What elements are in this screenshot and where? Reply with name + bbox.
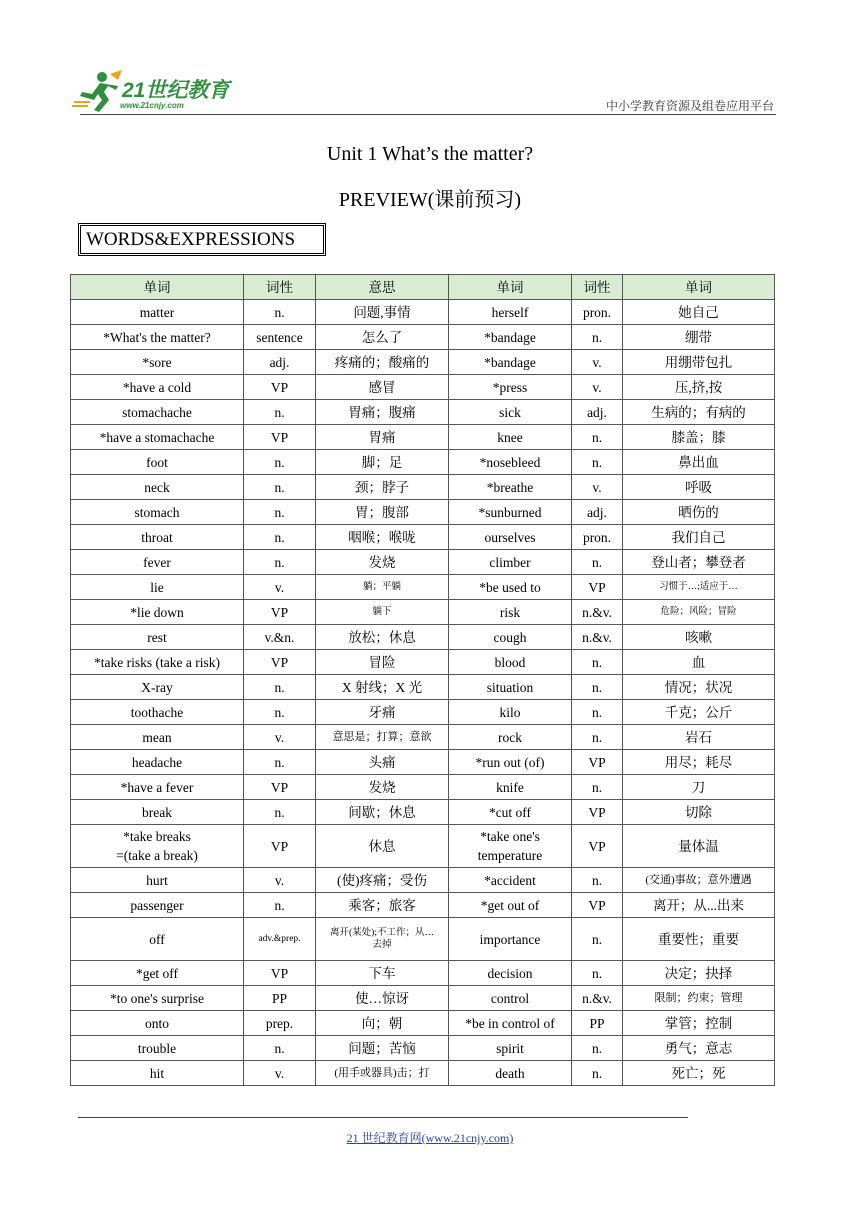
table-cell: PP	[572, 1011, 623, 1036]
table-cell: n.	[244, 750, 316, 775]
table-cell: VP	[244, 825, 316, 868]
table-cell: *have a cold	[71, 375, 244, 400]
table-cell: *be used to	[449, 575, 572, 600]
table-row	[71, 400, 775, 425]
table-cell: n.	[244, 500, 316, 525]
table-body	[71, 300, 775, 1086]
table-cell: 咳嗽	[623, 625, 775, 650]
table-cell: 量体温	[623, 825, 775, 868]
table-cell: 我们自己	[623, 525, 775, 550]
table-cell: n.&v.	[572, 600, 623, 625]
table-cell: 问题,事情	[316, 300, 449, 325]
table-cell: 休息	[316, 825, 449, 868]
table-row	[71, 725, 775, 750]
table-cell: 感冒	[316, 375, 449, 400]
table-cell: trouble	[71, 1036, 244, 1061]
table-cell: *be in control of	[449, 1011, 572, 1036]
table-cell: 岩石	[623, 725, 775, 750]
table-row	[71, 868, 775, 893]
table-cell: n.	[572, 675, 623, 700]
table-cell: sentence	[244, 325, 316, 350]
table-cell: adv.&prep.	[244, 918, 316, 961]
table-cell: situation	[449, 675, 572, 700]
logo-url: www.21cnjy.com	[120, 101, 184, 110]
table-cell: *run out (of)	[449, 750, 572, 775]
page-subtitle: PREVIEW(课前预习)	[338, 189, 522, 211]
table-cell: 压,挤,按	[623, 375, 775, 400]
table-cell: 颈；脖子	[316, 475, 449, 500]
table-cell: *get out of	[449, 893, 572, 918]
table-cell: 她自己	[623, 300, 775, 325]
table-cell: n.	[572, 1061, 623, 1086]
table-cell: 呼吸	[623, 475, 775, 500]
table-cell: VP	[244, 600, 316, 625]
table-cell: 离开(某处);不工作；从… 去掉	[316, 918, 449, 961]
table-row	[71, 300, 775, 325]
table-cell: VP	[244, 775, 316, 800]
table-row	[71, 350, 775, 375]
table-cell: VP	[244, 375, 316, 400]
table-cell: 情况；状况	[623, 675, 775, 700]
table-cell: throat	[71, 525, 244, 550]
table-cell: n.	[572, 918, 623, 961]
section-heading: WORDS&EXPRESSIONS	[78, 223, 326, 256]
site-logo	[72, 68, 242, 116]
column-header: 单词	[449, 275, 572, 300]
table-cell: *bandage	[449, 350, 572, 375]
table-cell: stomach	[71, 500, 244, 525]
table-cell: 问题；苦恼	[316, 1036, 449, 1061]
table-header-row	[71, 275, 775, 300]
table-cell: 掌管；控制	[623, 1011, 775, 1036]
table-cell: v.	[244, 868, 316, 893]
table-row	[71, 893, 775, 918]
table-cell: n.&v.	[572, 986, 623, 1011]
table-cell: 咽喉；喉咙	[316, 525, 449, 550]
table-cell: 发烧	[316, 550, 449, 575]
table-cell: *breathe	[449, 475, 572, 500]
table-cell: VP	[572, 750, 623, 775]
table-cell: sick	[449, 400, 572, 425]
table-cell: n.	[572, 775, 623, 800]
table-cell: VP	[244, 961, 316, 986]
column-header: 单词	[71, 275, 244, 300]
table-cell: knife	[449, 775, 572, 800]
footer-link[interactable]: 21 世纪教育网(www.21cnjy.com)	[346, 1131, 514, 1145]
table-cell: 鼻出血	[623, 450, 775, 475]
table-cell: 限制；约束；管理	[623, 986, 775, 1011]
table-cell: *lie down	[71, 600, 244, 625]
table-cell: v.	[572, 375, 623, 400]
table-cell: break	[71, 800, 244, 825]
table-cell: 用尽；耗尽	[623, 750, 775, 775]
table-cell: 死亡；死	[623, 1061, 775, 1086]
table-cell: n.&v.	[572, 625, 623, 650]
table-row	[71, 700, 775, 725]
logo-text: 21世纪教育	[122, 79, 230, 102]
table-cell: n.	[572, 868, 623, 893]
column-header: 意思	[316, 275, 449, 300]
table-cell: climber	[449, 550, 572, 575]
table-cell: knee	[449, 425, 572, 450]
table-cell: 用绷带包扎	[623, 350, 775, 375]
table-cell: 绷带	[623, 325, 775, 350]
column-header: 词性	[244, 275, 316, 300]
table-cell: *have a fever	[71, 775, 244, 800]
table-cell: foot	[71, 450, 244, 475]
table-row	[71, 600, 775, 625]
table-cell: 下车	[316, 961, 449, 986]
table-cell: headache	[71, 750, 244, 775]
table-row	[71, 986, 775, 1011]
table-cell: *press	[449, 375, 572, 400]
table-cell: VP	[572, 575, 623, 600]
table-cell: off	[71, 918, 244, 961]
table-cell: n.	[572, 450, 623, 475]
table-cell: 晒伤的	[623, 500, 775, 525]
page-title: Unit 1 What’s the matter?	[326, 143, 534, 165]
table-cell: lie	[71, 575, 244, 600]
table-cell: rock	[449, 725, 572, 750]
table-cell: 间歇；休息	[316, 800, 449, 825]
table-cell: 危险；风险；冒险	[623, 600, 775, 625]
table-row	[71, 1011, 775, 1036]
table-cell: 乘客；旅客	[316, 893, 449, 918]
table-row	[71, 918, 775, 961]
table-cell: 勇气；意志	[623, 1036, 775, 1061]
table-cell: *take breaks =(take a break)	[71, 825, 244, 868]
table-row	[71, 425, 775, 450]
table-cell: *nosebleed	[449, 450, 572, 475]
table-cell: 胃；腹部	[316, 500, 449, 525]
table-cell: n.	[572, 425, 623, 450]
table-cell: n.	[244, 450, 316, 475]
runner-icon	[72, 70, 124, 114]
table-cell: adj.	[244, 350, 316, 375]
table-cell: n.	[244, 893, 316, 918]
table-cell: VP	[572, 893, 623, 918]
table-cell: X 射线；X 光	[316, 675, 449, 700]
table-cell: n.	[244, 525, 316, 550]
table-row	[71, 775, 775, 800]
table-cell: toothache	[71, 700, 244, 725]
table-cell: importance	[449, 918, 572, 961]
table-cell: 意思是；打算；意欲	[316, 725, 449, 750]
table-cell: VP	[572, 825, 623, 868]
table-cell: 胃痛；腹痛	[316, 400, 449, 425]
table-cell: *take risks (take a risk)	[71, 650, 244, 675]
table-cell: v.	[572, 350, 623, 375]
table-cell: v.	[244, 725, 316, 750]
table-cell: 千克；公斤	[623, 700, 775, 725]
table-cell: n.	[572, 725, 623, 750]
table-row	[71, 825, 775, 868]
table-cell: PP	[244, 986, 316, 1011]
table-cell: 血	[623, 650, 775, 675]
vocabulary-table	[70, 274, 775, 1086]
table-row	[71, 1061, 775, 1086]
footer-divider	[78, 1117, 688, 1118]
table-cell: 躺下	[316, 600, 449, 625]
table-cell: prep.	[244, 1011, 316, 1036]
table-cell: VP	[572, 800, 623, 825]
table-cell: n.	[244, 1036, 316, 1061]
table-cell: (使)疼痛；受伤	[316, 868, 449, 893]
table-cell: v.	[244, 1061, 316, 1086]
table-cell: cough	[449, 625, 572, 650]
table-cell: *take one's temperature	[449, 825, 572, 868]
table-cell: 膝盖；膝	[623, 425, 775, 450]
table-cell: 决定；抉择	[623, 961, 775, 986]
table-cell: X-ray	[71, 675, 244, 700]
table-cell: pron.	[572, 525, 623, 550]
table-cell: blood	[449, 650, 572, 675]
table-row	[71, 375, 775, 400]
table-cell: 使…惊讶	[316, 986, 449, 1011]
table-cell: death	[449, 1061, 572, 1086]
table-cell: decision	[449, 961, 572, 986]
table-cell: risk	[449, 600, 572, 625]
table-cell: mean	[71, 725, 244, 750]
platform-name: 中小学教育资源及组卷应用平台	[605, 99, 774, 113]
table-cell: n.	[572, 650, 623, 675]
table-row	[71, 500, 775, 525]
table-row	[71, 800, 775, 825]
table-cell: n.	[244, 700, 316, 725]
table-cell: stomachache	[71, 400, 244, 425]
table-cell: pron.	[572, 300, 623, 325]
table-cell: n.	[572, 325, 623, 350]
table-cell: 切除	[623, 800, 775, 825]
table-cell: control	[449, 986, 572, 1011]
table-cell: 重要性；重要	[623, 918, 775, 961]
table-cell: neck	[71, 475, 244, 500]
table-cell: adj.	[572, 400, 623, 425]
table-cell: n.	[572, 961, 623, 986]
table-cell: n.	[244, 550, 316, 575]
table-cell: v.&n.	[244, 625, 316, 650]
table-cell: n.	[244, 675, 316, 700]
table-cell: herself	[449, 300, 572, 325]
table-row	[71, 575, 775, 600]
header-divider	[80, 114, 776, 115]
table-cell: hit	[71, 1061, 244, 1086]
table-cell: *cut off	[449, 800, 572, 825]
table-cell: ourselves	[449, 525, 572, 550]
table-cell: *to one's surprise	[71, 986, 244, 1011]
table-cell: v.	[244, 575, 316, 600]
table-cell: *have a stomachache	[71, 425, 244, 450]
table-cell: VP	[244, 425, 316, 450]
table-cell: 习惯于…;适应于…	[623, 575, 775, 600]
table-cell: fever	[71, 550, 244, 575]
table-cell: 发烧	[316, 775, 449, 800]
table-row	[71, 750, 775, 775]
table-cell: 冒险	[316, 650, 449, 675]
table-cell: 躺；平躺	[316, 575, 449, 600]
table-cell: (交通)事故；意外遭遇	[623, 868, 775, 893]
table-cell: rest	[71, 625, 244, 650]
table-cell: n.	[244, 400, 316, 425]
table-cell: *get off	[71, 961, 244, 986]
table-cell: (用手或器具)击；打	[316, 1061, 449, 1086]
table-row	[71, 475, 775, 500]
table-cell: 向；朝	[316, 1011, 449, 1036]
table-cell: VP	[244, 650, 316, 675]
table-row	[71, 625, 775, 650]
table-cell: *sunburned	[449, 500, 572, 525]
table-row	[71, 675, 775, 700]
table-row	[71, 325, 775, 350]
table-cell: n.	[244, 800, 316, 825]
table-cell: n.	[572, 700, 623, 725]
table-row	[71, 525, 775, 550]
table-cell: v.	[572, 475, 623, 500]
table-cell: 生病的；有病的	[623, 400, 775, 425]
table-cell: kilo	[449, 700, 572, 725]
table-cell: *accident	[449, 868, 572, 893]
table-row	[71, 450, 775, 475]
table-cell: *sore	[71, 350, 244, 375]
table-cell: n.	[244, 300, 316, 325]
table-cell: 刀	[623, 775, 775, 800]
table-cell: hurt	[71, 868, 244, 893]
table-cell: adj.	[572, 500, 623, 525]
table-cell: 登山者；攀登者	[623, 550, 775, 575]
table-row	[71, 1036, 775, 1061]
table-cell: n.	[572, 550, 623, 575]
table-cell: n.	[572, 1036, 623, 1061]
table-row	[71, 550, 775, 575]
table-cell: *What's the matter?	[71, 325, 244, 350]
table-cell: matter	[71, 300, 244, 325]
table-row	[71, 961, 775, 986]
table-cell: 脚；足	[316, 450, 449, 475]
column-header: 单词	[623, 275, 775, 300]
table-cell: 头痛	[316, 750, 449, 775]
column-header: 词性	[572, 275, 623, 300]
table-cell: 怎么了	[316, 325, 449, 350]
table-cell: spirit	[449, 1036, 572, 1061]
table-cell: 胃痛	[316, 425, 449, 450]
table-cell: 放松；休息	[316, 625, 449, 650]
table-cell: passenger	[71, 893, 244, 918]
table-cell: *bandage	[449, 325, 572, 350]
table-cell: n.	[244, 475, 316, 500]
table-cell: 疼痛的；酸痛的	[316, 350, 449, 375]
table-cell: 牙痛	[316, 700, 449, 725]
table-cell: 离开；从...出来	[623, 893, 775, 918]
table-cell: onto	[71, 1011, 244, 1036]
table-row	[71, 650, 775, 675]
